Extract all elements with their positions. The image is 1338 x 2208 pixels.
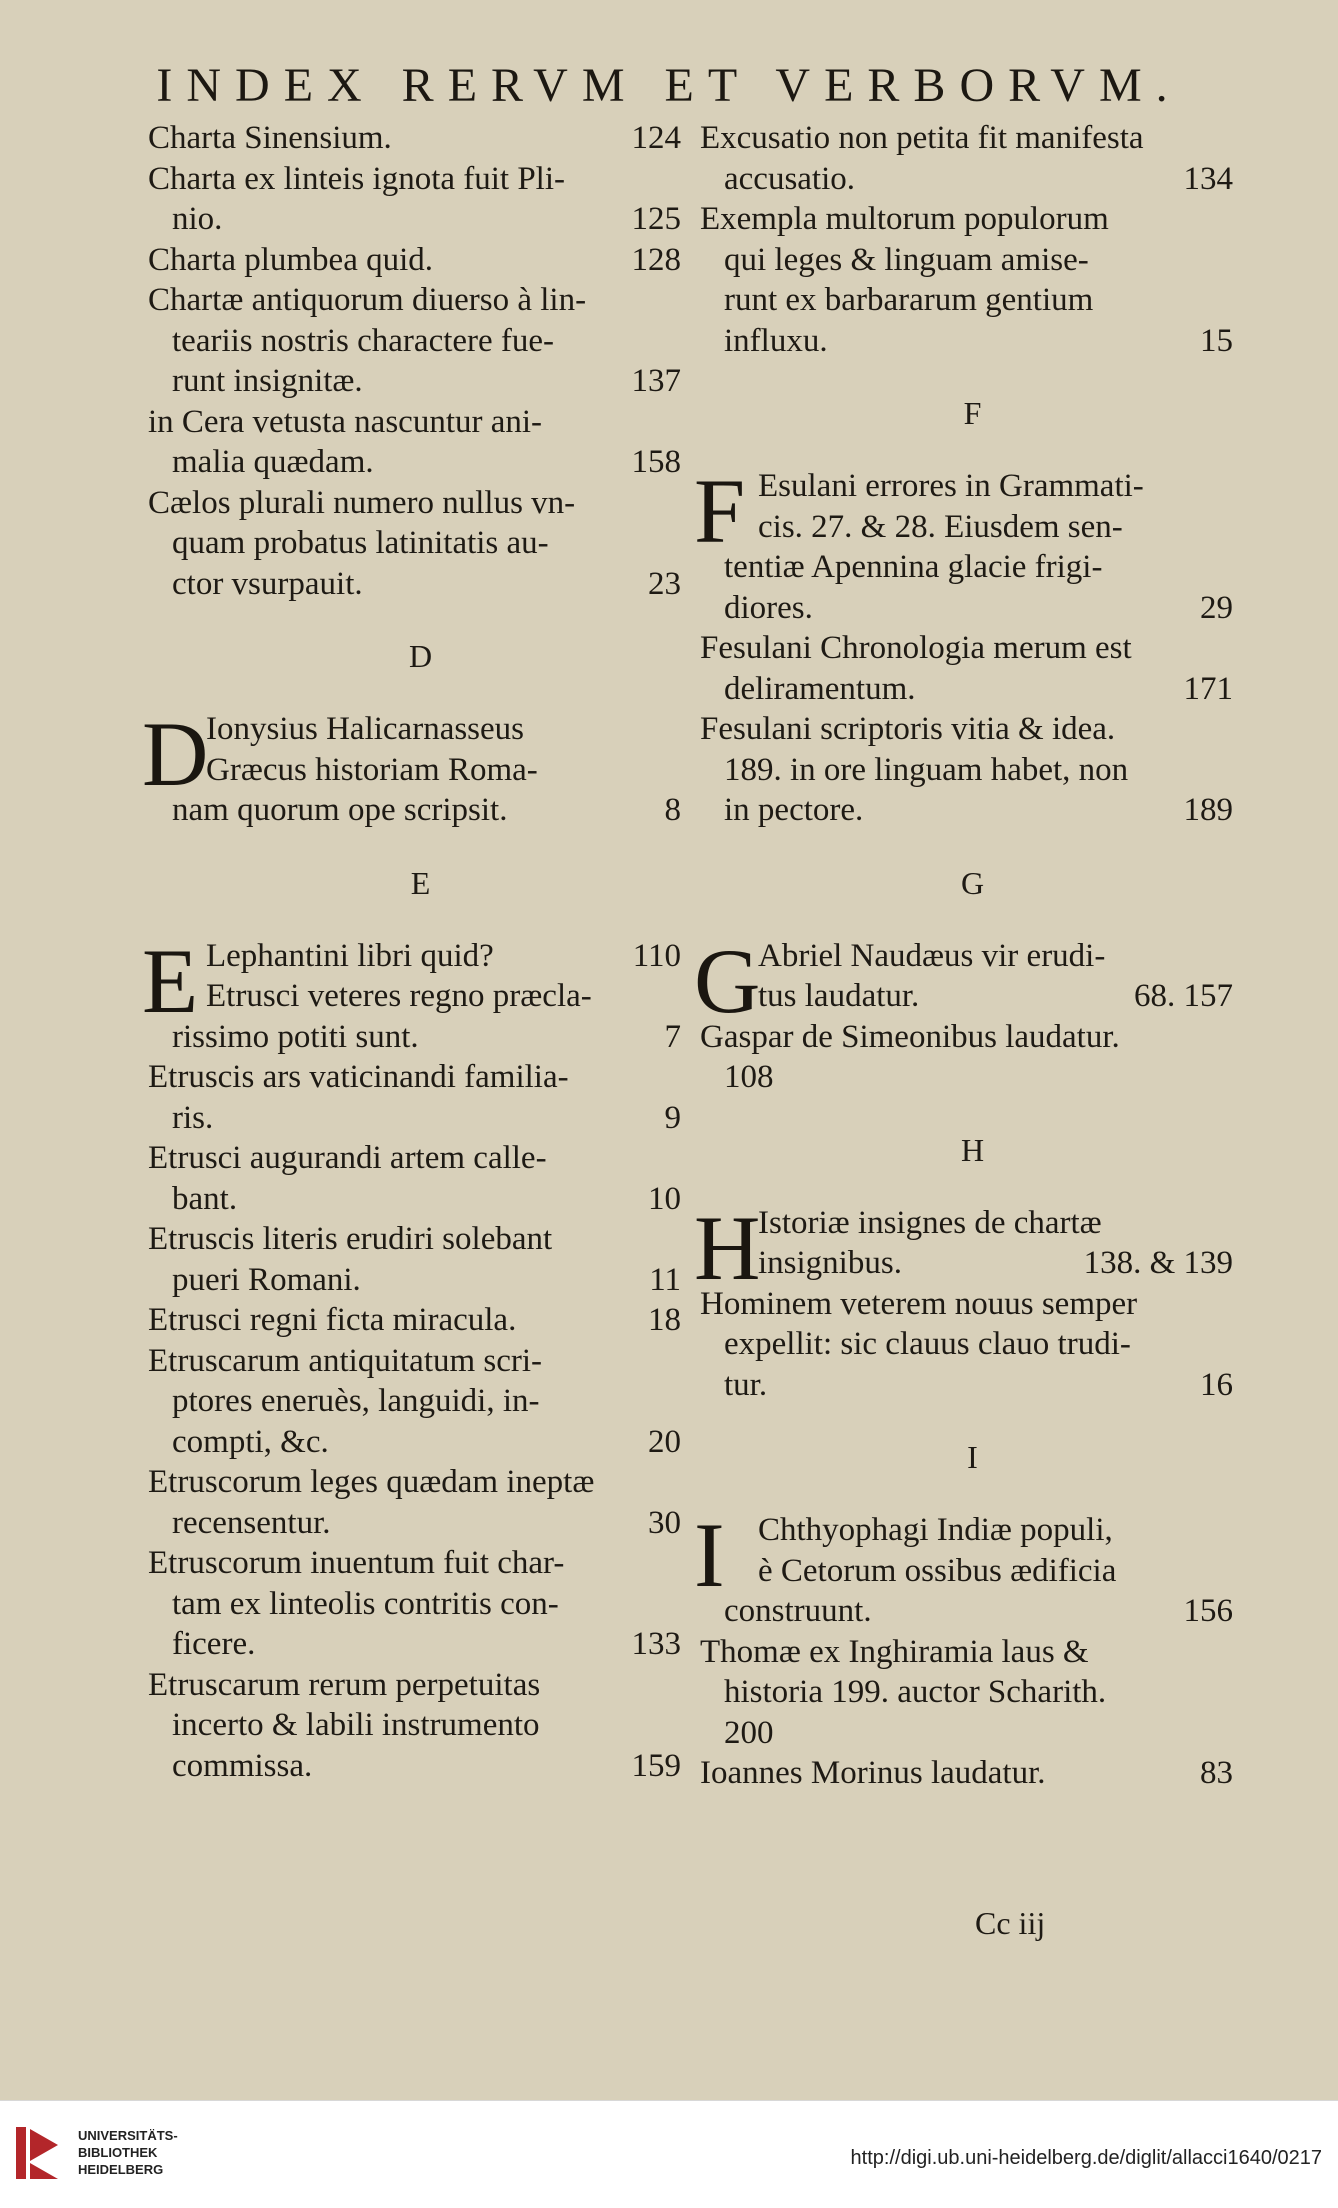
page-reference: 110: [632, 937, 681, 974]
permalink-url[interactable]: http://digi.ub.uni-heidelberg.de/diglit/allacci1640/0217: [850, 2147, 1322, 2169]
page-reference: 7: [664, 1018, 681, 1055]
entry-line: nam quorum ope scripsit.: [172, 792, 508, 828]
entry-line: ficere.: [172, 1626, 256, 1662]
section-letter: G: [960, 864, 985, 901]
dropcap-entry: [694, 929, 1245, 1032]
page-reference: 68. 157: [1134, 978, 1233, 1014]
index-entry: [700, 709, 1245, 831]
drop-capital: H: [694, 1196, 761, 1299]
section-letter: E: [410, 864, 431, 901]
dropcap-entry: [694, 1504, 1245, 1632]
entry-line: quam probatus latinitatis au-: [172, 525, 549, 561]
entry-line: recensentur.: [172, 1504, 331, 1541]
page-reference: 125: [631, 201, 681, 237]
entry-line: Esulani errores in Grammati-: [758, 468, 1144, 504]
entry-line: ctor vsurpauit.: [172, 565, 363, 602]
page-reference: 9: [664, 1099, 681, 1136]
entry-line: Charta ex linteis ignota fuit Pli-: [148, 160, 566, 197]
entry-line: Ionysius Halicarnasseus: [206, 711, 525, 747]
entry-line: diores.: [724, 589, 813, 626]
page-reference: 124: [631, 120, 681, 156]
index-entry: [700, 1632, 1245, 1754]
page-reference: 159: [631, 1747, 681, 1784]
entry-line: Chartæ antiquorum diuerso à lin-: [148, 282, 587, 318]
page-reference: 10: [648, 1180, 681, 1217]
entry-line: expellit: sic clauus clauo trudi-: [724, 1326, 1131, 1362]
entry-line: Chthyophagi Indiæ populi,: [758, 1512, 1113, 1548]
entry-line: tus laudatur.: [758, 978, 920, 1014]
entry-line: insignibus.: [758, 1245, 902, 1281]
entry-line: ris.: [172, 1099, 214, 1136]
dropcap-entry: [142, 703, 693, 831]
entry-line: tur.: [724, 1366, 768, 1403]
entry-line: tam ex linteolis contritis con-: [172, 1585, 559, 1622]
entry-line: Cælos plurali numero nullus vn-: [148, 484, 576, 521]
entry-line: tentiæ Apennina glacie frigi-: [724, 549, 1103, 585]
index-entry: [148, 1300, 693, 1341]
entry-line: 189. in ore linguam habet, non: [724, 751, 1129, 788]
entry-line: in pectore.: [724, 792, 864, 828]
entry-line: Gaspar de Simeonibus laudatur.: [700, 1018, 1120, 1055]
index-entry: [148, 483, 693, 605]
entry-line: Etruscorum leges quædam ineptæ: [148, 1464, 595, 1500]
index-entry: [148, 280, 693, 402]
entry-line: in Cera vetusta nascuntur ani-: [148, 403, 543, 440]
page-reference: 30: [648, 1504, 681, 1541]
page-reference: 128: [631, 241, 681, 278]
entry-line: construunt.: [724, 1593, 872, 1629]
entry-line: bant.: [172, 1180, 238, 1217]
entry-line: Ioannes Morinus laudatur.: [700, 1755, 1046, 1791]
entry-line: Etruscis literis erudiri solebant: [148, 1221, 553, 1257]
university-library-logo-icon: [14, 2123, 62, 2183]
signature-mark: Cc iij: [975, 1905, 1046, 1941]
index-entry: [148, 159, 693, 240]
page-reference: 18: [648, 1302, 681, 1338]
entry-line: rissimo potiti sunt.: [172, 1018, 419, 1055]
entry-line: commissa.: [172, 1747, 313, 1784]
entry-line: historia 199. auctor Scharith.: [724, 1674, 1107, 1710]
entry-line: nio.: [172, 201, 223, 237]
page-reference: 137: [631, 363, 681, 399]
index-entry: [700, 1284, 1245, 1406]
page-reference: 16: [1200, 1366, 1233, 1403]
drop-capital: D: [142, 703, 209, 805]
entry-line: Fesulani scriptoris vitia & idea.: [700, 711, 1116, 747]
index-entry: [148, 1138, 693, 1219]
left-column: [142, 118, 693, 1786]
entry-line: deliramentum.: [724, 670, 916, 707]
library-name: UNIVERSITÄTS- BIBLIOTHEK HEIDELBERG: [78, 2128, 178, 2177]
right-column: [694, 118, 1245, 1794]
entry-line: teariis nostris charactere fue-: [172, 322, 555, 359]
viewer-footer: [0, 2100, 1338, 2208]
entry-line: Thomæ ex Inghiramia laus &: [700, 1633, 1089, 1670]
entry-line: Græcus historiam Roma-: [206, 751, 538, 788]
page-reference: 23: [648, 565, 681, 602]
drop-capital: E: [142, 929, 199, 1032]
entry-line: 200: [724, 1714, 774, 1751]
entry-line: Etruscis ars vaticinandi familia-: [148, 1059, 569, 1095]
entry-line: Etruscarum rerum perpetuitas: [148, 1666, 541, 1703]
entry-line: Istoriæ insignes de chartæ: [758, 1204, 1102, 1241]
page-reference: 156: [1183, 1593, 1233, 1629]
dropcap-entry: [142, 929, 693, 1058]
entry-line: Etrusci regni ficta miracula.: [148, 1302, 517, 1338]
page-reference: 83: [1200, 1755, 1233, 1791]
entry-line: è Cetorum ossibus ædificia: [758, 1552, 1117, 1589]
page-reference: 11: [649, 1261, 681, 1298]
index-entry: [700, 199, 1245, 361]
index-entry: [700, 628, 1245, 709]
entry-line: Etrusci augurandi artem calle-: [148, 1140, 547, 1176]
section-letter: H: [960, 1131, 985, 1168]
entry-line: pueri Romani.: [172, 1261, 361, 1298]
page-reference: 158: [631, 444, 681, 480]
entry-line: Charta plumbea quid.: [148, 241, 434, 278]
page-reference: 29: [1200, 589, 1233, 626]
entry-line: runt ex barbararum gentium: [724, 282, 1094, 318]
entry-line: compti, &c.: [172, 1423, 329, 1460]
section-letter: D: [408, 638, 433, 674]
entry-line: runt insignitæ.: [172, 363, 363, 399]
index-entry: [148, 1665, 693, 1787]
index-entry: [148, 1341, 693, 1463]
page-header: INDEX RERVM ET VERBORVM.: [156, 59, 1182, 112]
page-reference: 8: [664, 792, 681, 828]
drop-capital: F: [694, 460, 746, 562]
dropcap-entry: [694, 1196, 1245, 1299]
page-reference: 189: [1183, 792, 1233, 828]
entry-line: Charta Sinensium.: [148, 120, 392, 156]
drop-capital: G: [694, 929, 761, 1032]
entry-line: Hominem veterem nouus semper: [700, 1285, 1138, 1322]
index-entry: [148, 1057, 693, 1138]
entry-line: Etruscarum antiquitatum scri-: [148, 1342, 543, 1379]
index-entry: [148, 240, 693, 281]
entry-line: ptores eneruès, languidi, in-: [172, 1383, 540, 1419]
entry-line: accusatio.: [724, 160, 856, 197]
page-reference: 15: [1200, 322, 1233, 359]
section-letter: F: [963, 395, 982, 431]
entry-line: Excusatio non petita fit manifesta: [700, 120, 1144, 156]
drop-capital: I: [694, 1504, 725, 1606]
index-entry: [148, 1219, 693, 1300]
entry-line: Etrusci veteres regno præcla-: [206, 978, 592, 1014]
page-reference: 138. & 139: [1083, 1245, 1233, 1281]
entry-line: qui leges & linguam amise-: [724, 241, 1089, 278]
index-entry: [148, 1543, 693, 1665]
entry-line: Lephantini libri quid?: [206, 937, 494, 974]
index-entry: [700, 1753, 1245, 1794]
page-reference: 133: [631, 1626, 681, 1662]
entry-line: influxu.: [724, 322, 828, 359]
entry-line: 108: [724, 1059, 774, 1095]
section-letter: I: [967, 1439, 978, 1475]
index-entry: [148, 1462, 693, 1543]
index-entry: [700, 118, 1245, 199]
dropcap-entry: [694, 460, 1245, 628]
page-reference: 171: [1183, 670, 1233, 707]
page-reference: 134: [1183, 160, 1233, 197]
entry-line: Exempla multorum populorum: [700, 201, 1109, 237]
entry-line: Fesulani Chronologia merum est: [700, 630, 1132, 666]
entry-line: cis. 27. & 28. Eiusdem sen-: [758, 508, 1123, 545]
page-reference: 20: [648, 1423, 681, 1460]
entry-line: incerto & labili instrumento: [172, 1707, 540, 1743]
entry-line: malia quædam.: [172, 444, 374, 480]
index-entry: [700, 1017, 1245, 1098]
entry-line: Abriel Naudæus vir erudi-: [758, 937, 1106, 974]
index-entry: [148, 402, 693, 483]
index-entry: [148, 118, 693, 159]
entry-line: Etruscorum inuentum fuit char-: [148, 1545, 565, 1581]
